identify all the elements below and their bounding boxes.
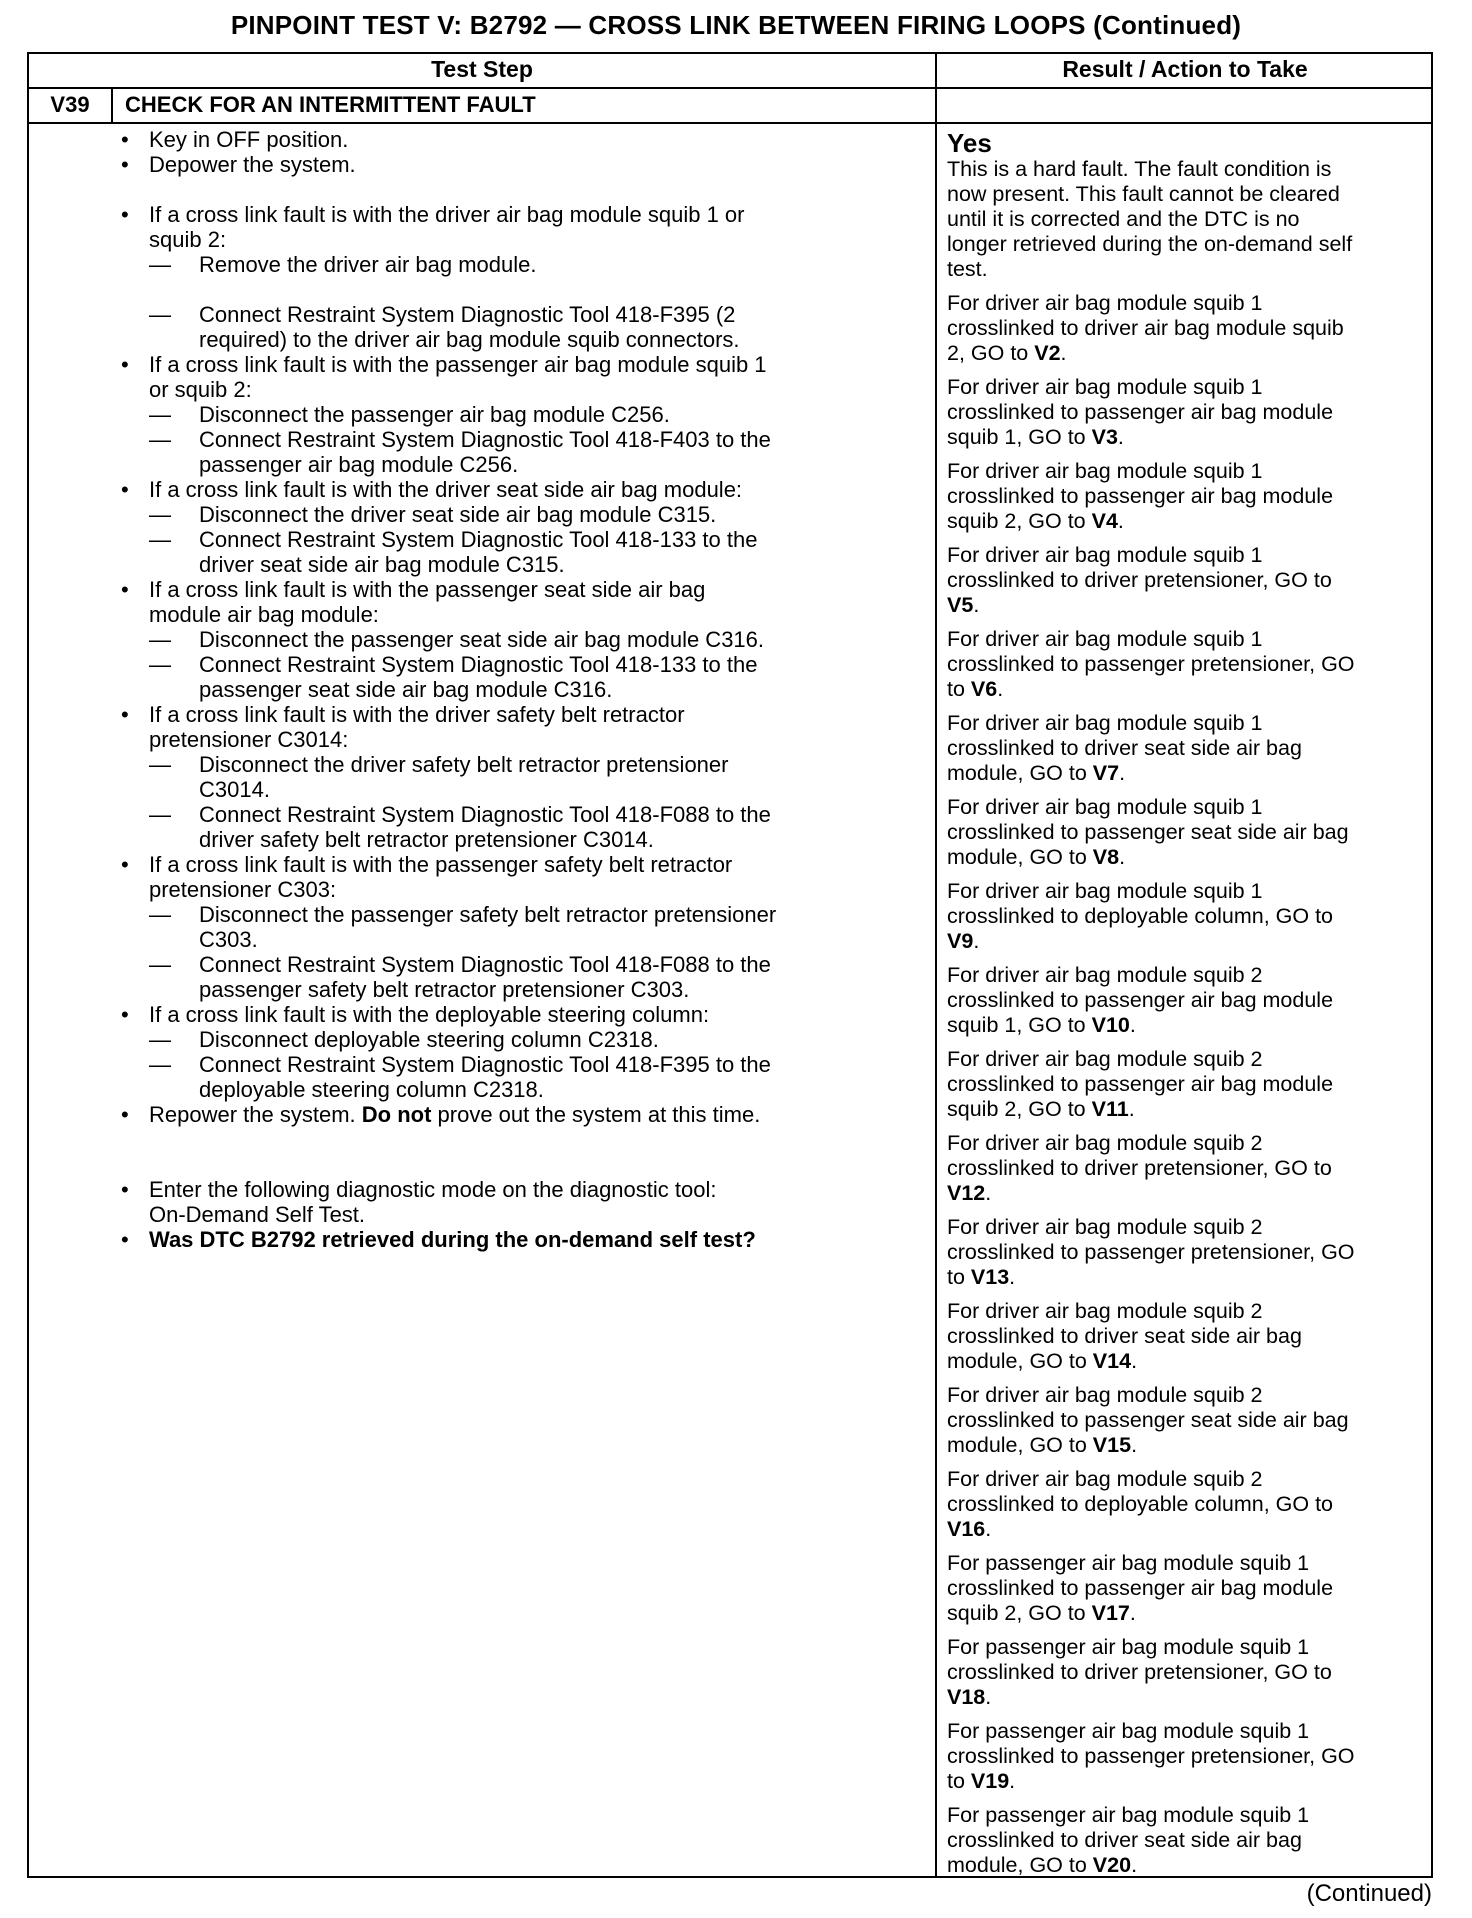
period: . — [997, 677, 1004, 701]
result-line: crosslinked to passenger seat side air bag — [947, 820, 1349, 844]
result-action-item — [947, 1551, 1427, 1626]
result-action-item — [947, 1467, 1427, 1542]
pinpoint-test-table — [27, 52, 1433, 1878]
result-goto-line — [947, 425, 1427, 450]
result-action-item — [947, 1215, 1427, 1290]
yes-label: Yes — [947, 128, 992, 158]
result-line: crosslinked to passenger pretensioner, GO — [947, 1744, 1355, 1768]
result-line: to — [947, 1769, 971, 1793]
step-text: or squib 2: — [149, 377, 252, 402]
result-line: For driver air bag module squib 2 — [947, 1467, 1263, 1491]
bullet-item — [113, 1177, 923, 1202]
result-line: module, GO to — [947, 761, 1093, 785]
step-text: Key in OFF position. — [149, 127, 349, 152]
bullet-item — [113, 1102, 923, 1127]
result-line: For driver air bag module squib 1 — [947, 879, 1263, 903]
step-text: Remove the driver air bag module. — [199, 252, 537, 277]
wrapped-line — [113, 377, 923, 402]
goto-step-ref: V12 — [947, 1181, 986, 1205]
step-text: If a cross link fault is with the driver safety belt retractor — [149, 702, 685, 727]
spacer — [113, 1127, 923, 1152]
step-text: Disconnect the passenger seat side air bag module C316. — [199, 627, 765, 652]
result-goto-line — [947, 677, 1427, 702]
sub-step-item — [113, 527, 923, 552]
result-line: squib 2, GO to — [947, 509, 1092, 533]
step-text: Disconnect deployable steering column C2318. — [199, 1027, 659, 1052]
result-line: crosslinked to passenger seat side air bag — [947, 1408, 1349, 1432]
bullet-item — [113, 352, 923, 377]
result-top-divider — [935, 122, 1431, 124]
bullet-item — [113, 152, 923, 177]
result-action-item — [947, 291, 1427, 366]
result-goto-line — [947, 1601, 1427, 1626]
bullet-item — [113, 577, 923, 602]
result-line: squib 1, GO to — [947, 1013, 1092, 1037]
step-text: pretensioner C303: — [149, 877, 337, 902]
result-action-item — [947, 459, 1427, 534]
goto-step-ref: V2 — [1034, 341, 1061, 365]
step-text: Was DTC B2792 retrieved during the on-demand self test? — [149, 1227, 756, 1252]
step-text: Disconnect the passenger air bag module C256. — [199, 402, 670, 427]
sub-step-item — [113, 1027, 923, 1052]
goto-step-ref: V14 — [1092, 1349, 1132, 1373]
step-text: deployable steering column C2318. — [199, 1077, 544, 1102]
result-action-item — [947, 1299, 1427, 1374]
step-text: Disconnect the driver seat side air bag module C315. — [199, 502, 717, 527]
result-line: 2, GO to — [947, 341, 1035, 365]
result-goto-line — [947, 1097, 1427, 1122]
sub-step-item — [113, 627, 923, 652]
result-goto-line — [947, 929, 1427, 954]
result-line: crosslinked to passenger air bag module — [947, 1576, 1334, 1600]
result-line: crosslinked to passenger air bag module — [947, 400, 1334, 424]
step-text: C303. — [199, 927, 258, 952]
period: . — [1060, 341, 1067, 365]
step-title: CHECK FOR AN INTERMITTENT FAULT — [125, 92, 536, 117]
step-text: On-Demand Self Test. — [149, 1202, 366, 1227]
result-line: This is a hard fault. The fault condition is — [947, 157, 1332, 181]
step-text: passenger air bag module C256. — [199, 452, 519, 477]
sub-step-item — [113, 652, 923, 677]
step-text: prove out the system at this time. — [431, 1102, 761, 1127]
result-line: crosslinked to driver seat side air bag — [947, 1324, 1302, 1348]
bullet-item — [113, 1002, 923, 1027]
result-line: For passenger air bag module squib 1 — [947, 1551, 1310, 1575]
bullet-item — [113, 852, 923, 877]
result-header: Result / Action to Take — [1062, 56, 1308, 82]
result-line: For driver air bag module squib 1 — [947, 795, 1263, 819]
period: . — [1117, 425, 1124, 449]
goto-step-ref: V3 — [1091, 425, 1118, 449]
result-line: For driver air bag module squib 1 — [947, 627, 1263, 651]
step-text: If a cross link fault is with the passenger seat side air bag — [149, 577, 706, 602]
result-action-item — [947, 1131, 1427, 1206]
step-text: If a cross link fault is with the driver seat side air bag module: — [149, 477, 743, 502]
result-line: now present. This fault cannot be cleared — [947, 182, 1340, 206]
result-action-list — [947, 129, 1427, 1878]
goto-step-ref: V6 — [970, 677, 998, 701]
wrapped-line — [113, 227, 923, 252]
step-text: C3014. — [199, 777, 270, 802]
result-line: crosslinked to passenger air bag module — [947, 988, 1334, 1012]
sub-step-item — [113, 802, 923, 827]
result-line: crosslinked to driver pretensioner, GO to — [947, 1156, 1332, 1180]
period: . — [1119, 845, 1126, 869]
goto-step-ref: V18 — [947, 1685, 986, 1709]
goto-step-ref: V4 — [1091, 509, 1118, 533]
result-line: For driver air bag module squib 1 — [947, 711, 1263, 735]
step-text: Enter the following diagnostic mode on the diagnostic tool: — [149, 1177, 717, 1202]
period: . — [1131, 1853, 1138, 1877]
goto-step-ref: V16 — [947, 1517, 986, 1541]
result-action-item — [947, 711, 1427, 786]
result-line: crosslinked to driver seat side air bag — [947, 736, 1302, 760]
result-line: squib 1, GO to — [947, 425, 1092, 449]
goto-step-ref: V20 — [1092, 1853, 1132, 1877]
goto-step-ref: V9 — [947, 929, 974, 953]
bullet-item — [113, 477, 923, 502]
step-text: Connect Restraint System Diagnostic Tool 418-F403 to the — [199, 427, 771, 452]
result-line: crosslinked to driver pretensioner, GO to — [947, 1660, 1332, 1684]
wrapped-line — [113, 727, 923, 752]
wrapped-line — [113, 827, 923, 852]
result-line: For driver air bag module squib 1 — [947, 543, 1263, 567]
period: . — [1009, 1769, 1016, 1793]
result-goto-line — [947, 761, 1427, 786]
column-divider — [935, 54, 937, 1876]
result-action-item — [947, 1635, 1427, 1710]
step-text: driver seat side air bag module C315. — [199, 552, 565, 577]
step-text: If a cross link fault is with the driver air bag module squib 1 or — [149, 202, 745, 227]
result-goto-line — [947, 1013, 1427, 1038]
result-action-item — [947, 375, 1427, 450]
step-text: Disconnect the passenger safety belt retractor pretensioner — [199, 902, 777, 927]
result-action-item — [947, 1047, 1427, 1122]
result-line: module, GO to — [947, 1433, 1093, 1457]
step-text: Connect Restraint System Diagnostic Tool 418-133 to the — [199, 652, 758, 677]
sub-step-item — [113, 502, 923, 527]
result-action-item — [947, 1383, 1427, 1458]
period: . — [1119, 761, 1126, 785]
result-line: crosslinked to deployable column, GO to — [947, 904, 1334, 928]
step-text: required) to the driver air bag module squib connectors. — [199, 327, 740, 352]
result-action-item — [947, 1719, 1427, 1794]
step-text: driver safety belt retractor pretensioner C3014. — [199, 827, 654, 852]
result-goto-line — [947, 1181, 1427, 1206]
period: . — [985, 1517, 992, 1541]
spacer — [113, 177, 923, 202]
result-line: module, GO to — [947, 845, 1093, 869]
wrapped-line — [113, 1202, 923, 1227]
result-action-item — [947, 879, 1427, 954]
result-action-item — [947, 627, 1427, 702]
result-line: crosslinked to passenger pretensioner, GO — [947, 1240, 1355, 1264]
result-line: crosslinked to driver air bag module squib — [947, 316, 1344, 340]
period: . — [985, 1685, 992, 1709]
period: . — [1129, 1013, 1136, 1037]
result-line: to — [947, 1265, 971, 1289]
sub-step-item — [113, 952, 923, 977]
spacer — [113, 1152, 923, 1177]
result-goto-line — [947, 593, 1427, 618]
hard-fault-note — [947, 157, 1427, 282]
result-action-item — [947, 795, 1427, 870]
emphasis-text: Do not — [361, 1102, 432, 1127]
wrapped-line — [113, 677, 923, 702]
result-goto-line — [947, 341, 1427, 366]
wrapped-line — [113, 977, 923, 1002]
result-goto-line — [947, 1433, 1427, 1458]
sub-step-item — [113, 1052, 923, 1077]
test-step-instructions — [113, 127, 923, 1252]
step-text: Disconnect the driver safety belt retractor pretensioner — [199, 752, 729, 777]
result-line: For passenger air bag module squib 1 — [947, 1719, 1310, 1743]
goto-step-ref: V17 — [1091, 1601, 1130, 1625]
goto-step-ref: V5 — [947, 593, 974, 617]
step-text: If a cross link fault is with the passenger air bag module squib 1 — [149, 352, 767, 377]
result-action-item — [947, 1803, 1427, 1878]
sub-step-item — [113, 302, 923, 327]
result-line: module, GO to — [947, 1853, 1093, 1877]
sub-step-item — [113, 252, 923, 277]
period: . — [973, 593, 980, 617]
result-line: For driver air bag module squib 2 — [947, 1215, 1263, 1239]
step-text: Depower the system. — [149, 152, 356, 177]
goto-step-ref: V13 — [970, 1265, 1010, 1289]
spacer — [113, 277, 923, 302]
period: . — [1009, 1265, 1016, 1289]
result-line: until it is corrected and the DTC is no — [947, 207, 1300, 231]
result-line: crosslinked to passenger air bag module — [947, 484, 1334, 508]
result-line: squib 2, GO to — [947, 1601, 1092, 1625]
result-line: test. — [947, 257, 988, 281]
step-title-divider — [29, 122, 935, 124]
step-text: pretensioner C3014: — [149, 727, 349, 752]
result-line: module, GO to — [947, 1349, 1093, 1373]
result-goto-line — [947, 509, 1427, 534]
period: . — [985, 1181, 992, 1205]
result-line: crosslinked to driver pretensioner, GO to — [947, 568, 1332, 592]
period: . — [1131, 1433, 1138, 1457]
result-action-item — [947, 963, 1427, 1038]
result-line: For driver air bag module squib 2 — [947, 1383, 1263, 1407]
sub-step-item — [113, 902, 923, 927]
test-step-header: Test Step — [431, 56, 533, 82]
wrapped-line — [113, 552, 923, 577]
result-line: For driver air bag module squib 2 — [947, 1299, 1263, 1323]
step-text: passenger seat side air bag module C316. — [199, 677, 613, 702]
result-line: to — [947, 677, 971, 701]
step-text: Connect Restraint System Diagnostic Tool 418-F395 (2 — [199, 302, 736, 327]
header-divider — [29, 87, 1431, 89]
step-text: Repower the system. — [149, 1102, 362, 1127]
wrapped-line — [113, 777, 923, 802]
goto-step-ref: V15 — [1092, 1433, 1132, 1457]
result-goto-line — [947, 1349, 1427, 1374]
bullet-item — [113, 127, 923, 152]
result-line: crosslinked to passenger air bag module — [947, 1072, 1334, 1096]
step-text: module air bag module: — [149, 602, 379, 627]
step-text: Connect Restraint System Diagnostic Tool 418-F395 to the — [199, 1052, 771, 1077]
result-line: For driver air bag module squib 1 — [947, 291, 1263, 315]
step-text: Connect Restraint System Diagnostic Tool 418-F088 to the — [199, 802, 771, 827]
wrapped-line — [113, 877, 923, 902]
result-goto-line — [947, 1265, 1427, 1290]
result-line: longer retrieved during the on-demand self — [947, 232, 1353, 256]
result-line: For passenger air bag module squib 1 — [947, 1635, 1310, 1659]
step-text: squib 2: — [149, 227, 227, 252]
sub-step-item — [113, 402, 923, 427]
wrapped-line — [113, 1077, 923, 1102]
goto-step-ref: V11 — [1091, 1097, 1129, 1121]
wrapped-line — [113, 927, 923, 952]
bullet-item — [113, 702, 923, 727]
wrapped-line — [113, 452, 923, 477]
step-text: If a cross link fault is with the deployable steering column: — [149, 1002, 710, 1027]
step-id: V39 — [50, 92, 90, 117]
step-text: If a cross link fault is with the passenger safety belt retractor — [149, 852, 733, 877]
period: . — [1129, 1601, 1136, 1625]
result-goto-line — [947, 1517, 1427, 1542]
result-line: For driver air bag module squib 1 — [947, 459, 1263, 483]
period: . — [1128, 1097, 1135, 1121]
result-line: For driver air bag module squib 1 — [947, 375, 1263, 399]
step-text: Connect Restraint System Diagnostic Tool 418-133 to the — [199, 527, 758, 552]
result-goto-line — [947, 845, 1427, 870]
period: . — [1131, 1349, 1138, 1373]
step-text: Connect Restraint System Diagnostic Tool 418-F088 to the — [199, 952, 771, 977]
goto-step-ref: V8 — [1092, 845, 1120, 869]
result-line: For driver air bag module squib 2 — [947, 963, 1263, 987]
period: . — [1117, 509, 1124, 533]
sub-step-item — [113, 427, 923, 452]
result-line: For driver air bag module squib 2 — [947, 1047, 1263, 1071]
result-line: crosslinked to deployable column, GO to — [947, 1492, 1334, 1516]
result-line: squib 2, GO to — [947, 1097, 1092, 1121]
goto-step-ref: V7 — [1092, 761, 1120, 785]
wrapped-line — [113, 602, 923, 627]
step-text: passenger safety belt retractor pretensioner C303. — [199, 977, 690, 1002]
goto-step-ref: V10 — [1091, 1013, 1130, 1037]
wrapped-line — [113, 327, 923, 352]
result-goto-line — [947, 1685, 1427, 1710]
result-action-item — [947, 543, 1427, 618]
result-line: crosslinked to driver seat side air bag — [947, 1828, 1302, 1852]
result-line: For driver air bag module squib 2 — [947, 1131, 1263, 1155]
bullet-item — [113, 202, 923, 227]
continued-label: (Continued) — [1306, 1880, 1432, 1907]
result-goto-line — [947, 1769, 1427, 1794]
period: . — [973, 929, 980, 953]
goto-step-ref: V19 — [970, 1769, 1010, 1793]
result-line: crosslinked to passenger pretensioner, GO — [947, 652, 1355, 676]
bullet-item — [113, 1227, 923, 1252]
result-goto-line — [947, 1853, 1427, 1878]
page-title: PINPOINT TEST V: B2792 — CROSS LINK BETWEEN FIRING LOOPS (Continued) — [230, 10, 1242, 40]
step-id-divider — [111, 87, 113, 122]
sub-step-item — [113, 752, 923, 777]
result-line: For passenger air bag module squib 1 — [947, 1803, 1310, 1827]
